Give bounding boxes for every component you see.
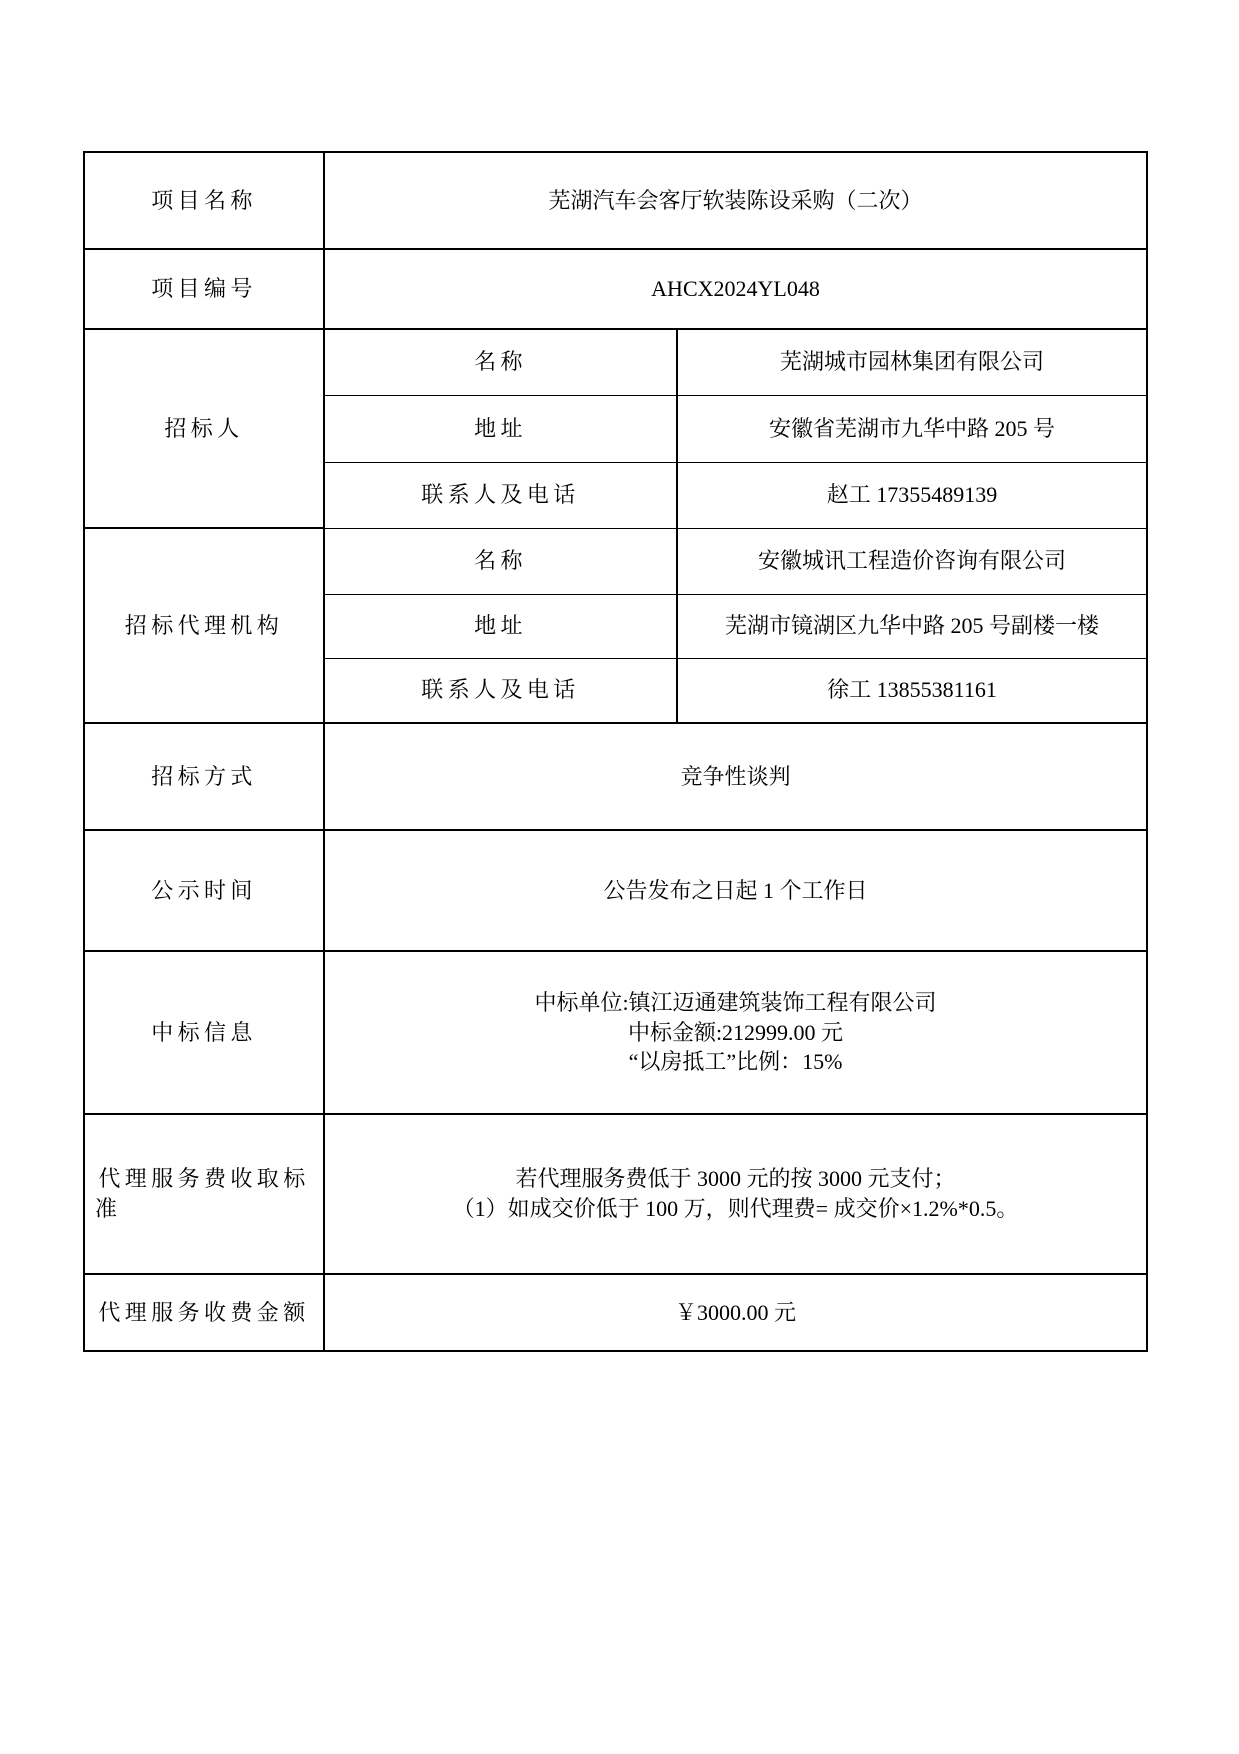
tenderer-contact-label: 联系人及电话 [324, 462, 677, 528]
tender-method-label: 招标方式 [84, 723, 324, 830]
agency-fee-amount-value: ￥3000.00 元 [324, 1274, 1147, 1351]
agency-name-label: 名称 [324, 528, 677, 594]
table-row [84, 249, 1147, 329]
project-name-value: 芜湖汽车会客厅软装陈设采购（二次） [324, 152, 1147, 249]
project-name-label: 项目名称 [84, 152, 324, 249]
fee-standard-line-2: （1）如成交价低于 100 万，则代理费= 成交价×1.2%*0.5。 [452, 1196, 1019, 1221]
agency-fee-standard-label: 代理服务费收取标准 [84, 1114, 324, 1274]
agency-name-value: 安徽城讯工程造价咨询有限公司 [677, 528, 1147, 594]
table-row [84, 1274, 1147, 1351]
table-row [84, 528, 1147, 594]
agency-contact-label: 联系人及电话 [324, 658, 677, 723]
table-row [84, 723, 1147, 830]
agency-address-value: 芜湖市镜湖区九华中路 205 号副楼一楼 [677, 594, 1147, 658]
agency-fee-amount-label: 代理服务收费金额 [84, 1274, 324, 1351]
award-amount-line: 中标金额:212999.00 元 [627, 1019, 844, 1045]
table-row [84, 1114, 1147, 1274]
agency-address-label: 地址 [324, 594, 677, 658]
fee-standard-line-1: 若代理服务费低于 3000 元的按 3000 元支付； [515, 1166, 956, 1192]
table-row [84, 830, 1147, 951]
award-winner-line: 中标单位:镇江迈通建筑装饰工程有限公司 [534, 989, 937, 1015]
project-number-label: 项目编号 [84, 249, 324, 329]
publicity-period-label: 公示时间 [84, 830, 324, 951]
tenderer-name-value: 芜湖城市园林集团有限公司 [677, 329, 1147, 395]
award-info-value [324, 951, 1147, 1114]
tenderer-name-label: 名称 [324, 329, 677, 395]
table-row [84, 152, 1147, 249]
tender-info-table [83, 151, 1148, 1352]
tender-method-value: 竞争性谈判 [324, 723, 1147, 830]
tenderer-contact-value: 赵工 17355489139 [677, 462, 1147, 528]
publicity-period-value: 公告发布之日起 1 个工作日 [324, 830, 1147, 951]
award-info-label: 中标信息 [84, 951, 324, 1114]
project-number-value: AHCX2024YL048 [324, 249, 1147, 329]
agency-contact-value: 徐工 13855381161 [677, 658, 1147, 723]
tenderer-address-label: 地址 [324, 395, 677, 462]
agency-fee-standard-value [324, 1114, 1147, 1274]
tenderer-address-value: 安徽省芜湖市九华中路 205 号 [677, 395, 1147, 462]
table-row [84, 329, 1147, 395]
award-ratio-line: “以房抵工”比例：15% [628, 1049, 843, 1075]
agency-label: 招标代理机构 [84, 528, 324, 723]
table-row [84, 951, 1147, 1114]
tenderer-label: 招标人 [84, 329, 324, 528]
